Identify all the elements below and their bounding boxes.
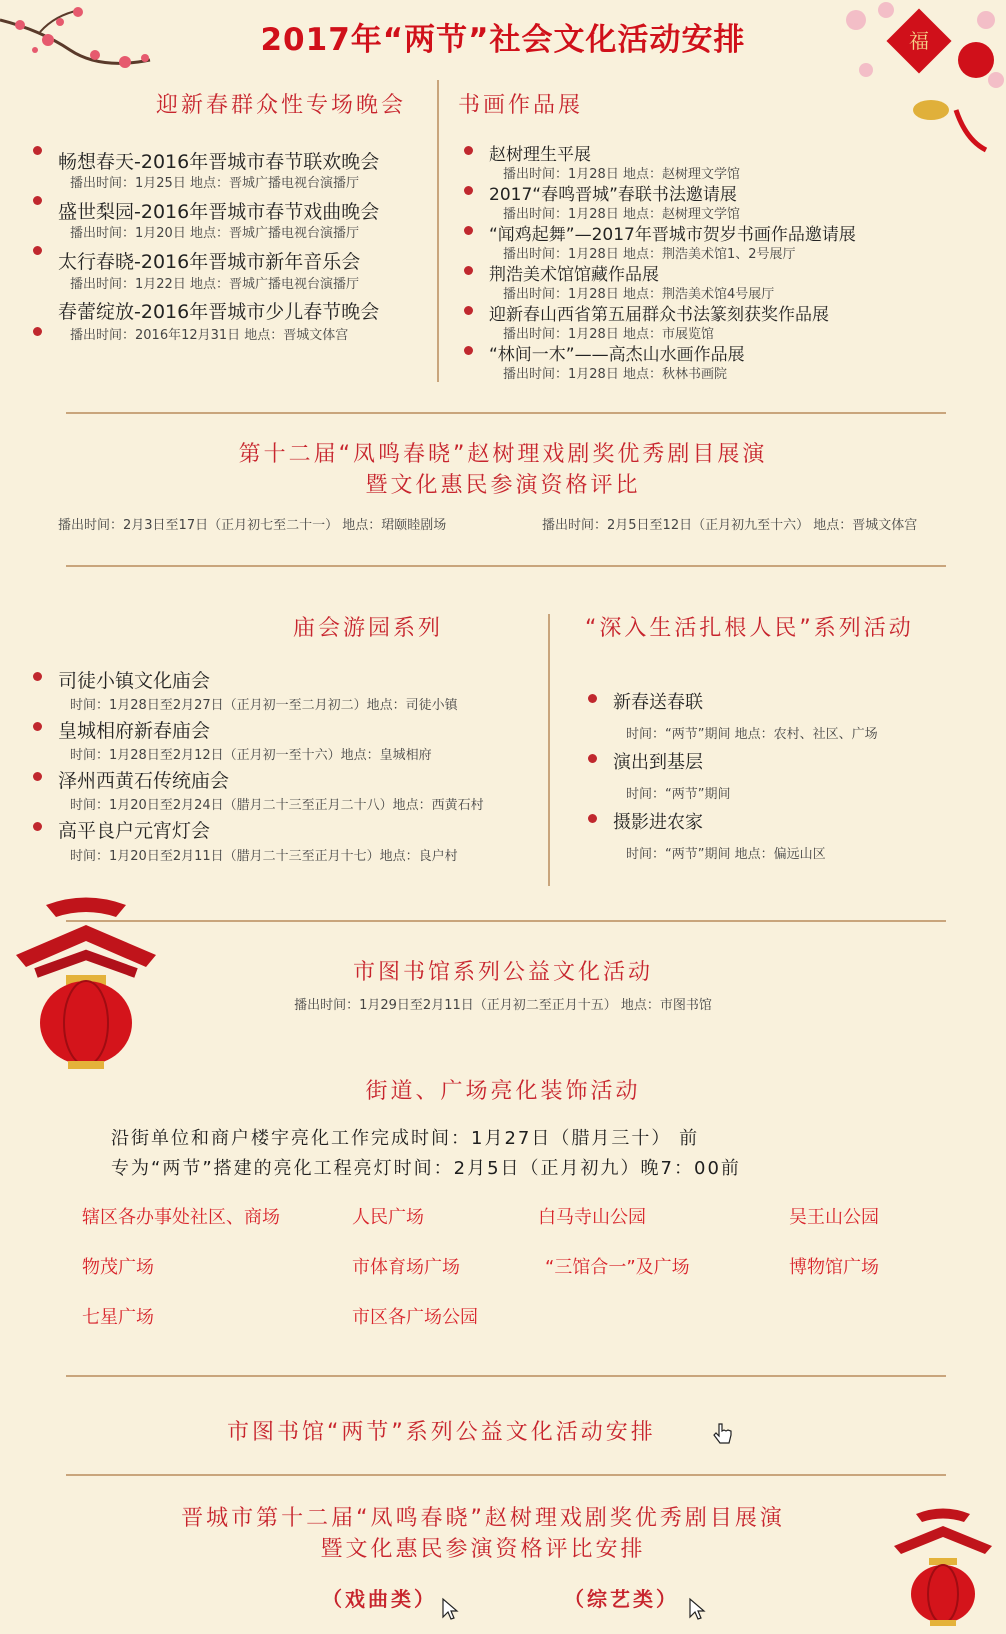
variety-link[interactable]: （综艺类） [564,1587,679,1611]
gala-item-4[interactable]: 春蕾绽放-2016年晋城市少儿春节晚会 [58,301,380,323]
art-item-5-meta: 播出时间：1月28日 地点：市展览馆 [503,327,714,342]
bullet-icon [33,822,42,831]
bullet-icon [464,226,473,235]
gala-item-2[interactable]: 盛世梨园-2016年晋城市春节戏曲晚会 [58,201,380,223]
bullet-icon [33,672,42,681]
section-divider [66,1474,946,1476]
art-item-5[interactable]: 迎新春山西省第五届群众书法篆刻获奖作品展 [489,305,829,325]
bullet-icon [588,814,597,823]
bullet-icon [33,196,42,205]
middle-vertical-divider [548,614,550,886]
bullet-icon [464,306,473,315]
bullet-icon [33,722,42,731]
bullet-icon [588,754,597,763]
drama-title-line1[interactable]: 第十二届“凤鸣春晓”赵树理戏剧奖优秀剧目展演 [238,442,768,467]
lighting-place-link[interactable]: 白马寺山公园 [538,1207,646,1228]
hand-cursor-icon [712,1422,734,1448]
lighting-place-link[interactable]: 博物馆广场 [789,1257,879,1278]
temple-item-4-meta: 时间：1月20日至2月11日（腊月二十三至正月十七）地点：良户村 [70,849,458,864]
life-item-1[interactable]: 新春送春联 [613,692,703,713]
gala-heading: 迎新春群众性专场晚会 [156,93,407,118]
life-heading: “深入生活扎根人民”系列活动 [585,616,914,641]
art-item-6-meta: 播出时间：1月28日 地点：秋林书画院 [503,367,727,382]
lighting-place-link[interactable]: 吴王山公园 [789,1207,879,1228]
opera-link[interactable]: （戏曲类） [322,1587,437,1611]
bullet-icon [588,694,597,703]
lighting-line-1: 沿街单位和商户楼宇亮化工作完成时间：1月27日（腊月三十） 前 [111,1128,700,1149]
library-schedule-link[interactable]: 市图书馆“两节”系列公益文化活动安排 [227,1420,656,1445]
bullet-icon [464,346,473,355]
lighting-line-2: 专为“两节”搭建的亮化工程亮灯时间：2月5日（正月初九）晚7：00前 [111,1158,741,1179]
section-divider [66,920,946,922]
library-meta: 播出时间：1月29日至2月11日（正月初二至正月十五） 地点：市图书馆 [294,998,712,1013]
gala-item-1-meta: 播出时间：1月25日 地点：晋城广播电视台演播厅 [70,176,359,191]
section-divider [66,1375,946,1377]
top-vertical-divider [437,80,439,382]
art-item-1-meta: 播出时间：1月28日 地点：赵树理文学馆 [503,167,740,182]
art-heading: 书画作品展 [458,93,584,118]
arrow-cursor-icon [687,1597,709,1623]
library-heading[interactable]: 市图书馆系列公益文化活动 [352,960,653,985]
lighting-place-link[interactable]: 市体育场广场 [352,1257,460,1278]
life-item-2-meta: 时间：“两节”期间 [626,787,731,802]
lighting-place-link[interactable]: 物茂广场 [82,1257,154,1278]
lantern-decoration-icon [888,1506,998,1630]
svg-text:福: 福 [909,29,929,53]
life-item-2[interactable]: 演出到基层 [613,752,703,773]
art-item-2-meta: 播出时间：1月28日 地点：赵树理文学馆 [503,207,740,222]
bullet-icon [33,246,42,255]
drama-meta-right: 播出时间：2月5日至12日（正月初九至十六） 地点：晋城文体宫 [542,518,918,533]
temple-item-1-meta: 时间：1月28日至2月27日（正月初一至二月初二）地点：司徒小镇 [70,698,458,713]
lighting-place-link[interactable]: 市区各广场公园 [352,1307,478,1328]
section-divider [66,565,946,567]
life-item-3-meta: 时间：“两节”期间 地点：偏远山区 [626,847,826,862]
drama-meta-left: 播出时间：2月3日至17日（正月初七至二十一） 地点：珺颐睦剧场 [58,518,447,533]
gala-item-1[interactable]: 畅想春天-2016年晋城市春节联欢晚会 [58,151,380,173]
bullet-icon [33,772,42,781]
gala-item-3[interactable]: 太行春晓-2016年晋城市新年音乐会 [58,251,361,273]
bullet-icon [464,266,473,275]
arrow-cursor-icon [440,1597,462,1623]
art-item-6[interactable]: “林间一木”——高杰山水画作品展 [489,345,745,365]
bullet-icon [464,146,473,155]
temple-heading: 庙会游园系列 [293,616,444,641]
life-item-3[interactable]: 摄影进农家 [613,812,703,833]
temple-item-3[interactable]: 泽州西黄石传统庙会 [58,770,230,792]
page-title: 2017年“两节”社会文化活动安排 [260,22,746,58]
lighting-place-link[interactable]: 人民广场 [352,1207,424,1228]
temple-item-2[interactable]: 皇城相府新春庙会 [58,720,211,742]
gala-item-4-meta: 播出时间：2016年12月31日 地点：晋城文体宫 [70,328,349,343]
temple-item-2-meta: 时间：1月28日至2月12日（正月初一至十六）地点：皇城相府 [70,748,432,763]
bullet-icon [33,327,42,336]
lighting-place-link[interactable]: “三馆合一”及广场 [545,1257,690,1278]
art-item-4[interactable]: 荆浩美术馆馆藏作品展 [489,265,659,285]
lighting-heading: 街道、广场亮化装饰活动 [365,1079,641,1104]
drama-title-line2[interactable]: 暨文化惠民参演资格评比 [365,473,641,498]
art-item-3[interactable]: “闻鸡起舞”—2017年晋城市贺岁书画作品邀请展 [489,225,856,245]
art-item-3-meta: 播出时间：1月28日 地点：荆浩美术馆1、2号展厅 [503,247,796,262]
final-drama-title-line2[interactable]: 暨文化惠民参演资格评比安排 [320,1537,646,1562]
final-drama-title-line1[interactable]: 晋城市第十二届“凤鸣春晓”赵树理戏剧奖优秀剧目展演 [181,1506,785,1531]
temple-item-4[interactable]: 高平良户元宵灯会 [58,820,211,842]
art-item-2[interactable]: 2017“春鸣晋城”春联书法邀请展 [489,185,737,205]
art-item-1[interactable]: 赵树理生平展 [489,145,591,165]
lighting-place-link[interactable]: 七星广场 [82,1307,154,1328]
bullet-icon [464,186,473,195]
section-divider [66,412,946,414]
temple-item-3-meta: 时间：1月20日至2月24日（腊月二十三至正月二十八）地点：西黄石村 [70,798,484,813]
lighting-place-link[interactable]: 辖区各办事处社区、商场 [82,1207,280,1228]
temple-item-1[interactable]: 司徒小镇文化庙会 [58,670,211,692]
gala-item-3-meta: 播出时间：1月22日 地点：晋城广播电视台演播厅 [70,277,359,292]
art-item-4-meta: 播出时间：1月28日 地点：荆浩美术馆4号展厅 [503,287,775,302]
life-item-1-meta: 时间：“两节”期间 地点：农村、社区、广场 [626,727,878,742]
gala-item-2-meta: 播出时间：1月20日 地点：晋城广播电视台演播厅 [70,226,359,241]
bullet-icon [33,146,42,155]
